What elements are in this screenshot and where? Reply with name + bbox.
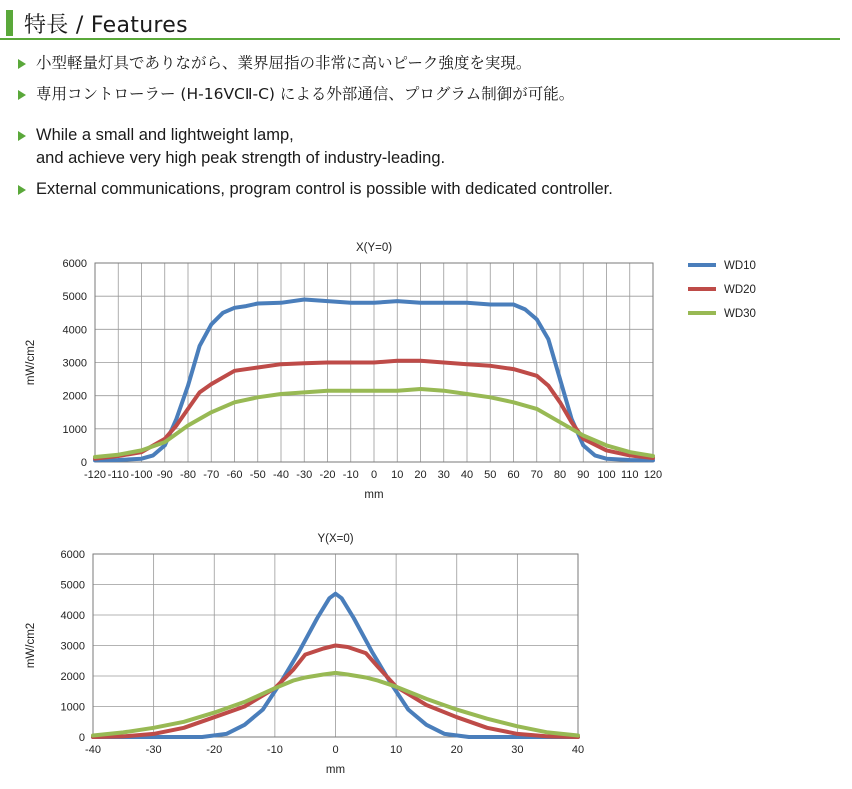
feature-en-line: External communications, program control is possible with dedicated controller.: [36, 180, 613, 198]
legend-label-wd10: WD10: [724, 260, 756, 272]
chart-title: X(Y=0): [355, 242, 393, 254]
x-tick-label: -120: [83, 469, 107, 481]
x-tick-label: 10: [391, 469, 404, 481]
x-tick-label: 40: [460, 469, 474, 481]
x-tick-label: -40: [273, 469, 289, 481]
x-tick-label: 60: [507, 469, 520, 481]
y-tick-label: 0: [78, 732, 85, 744]
y-tick-label: 0: [80, 457, 87, 469]
x-tick-label: -70: [203, 469, 220, 481]
x-tick-label: 40: [571, 744, 585, 756]
x-tick-label: -20: [206, 744, 223, 756]
x-tick-label: 50: [484, 469, 497, 481]
x-tick-label: -80: [180, 469, 196, 481]
x-tick-label: -10: [266, 744, 283, 756]
x-tick-label: 80: [553, 469, 567, 481]
x-tick-label: -30: [296, 469, 313, 481]
y-tick-label: 4000: [62, 324, 87, 337]
x-tick-label: 120: [643, 469, 663, 481]
x-tick-label: 30: [437, 469, 450, 481]
features-jp: [18, 52, 838, 106]
feature-jp-1: [18, 52, 838, 75]
feature-en-line: While a small and lightweight lamp,: [36, 126, 294, 144]
feature-jp-text: 小型軽量灯具でありながら、業界屈指の非常に高いピーク強度を実現。: [36, 54, 532, 72]
legend-label-wd30: WD30: [724, 308, 756, 320]
chart-x-profile: [20, 233, 830, 513]
x-tick-label: 10: [390, 744, 403, 756]
x-tick-label: -40: [85, 744, 101, 756]
x-tick-label: 0: [370, 469, 378, 481]
x-tick-label: -20: [319, 469, 336, 481]
y-tick-label: 1000: [60, 701, 85, 714]
y-tick-label: 4000: [60, 610, 85, 622]
x-tick-label: -90: [156, 469, 173, 481]
y-axis-label: mW/cm2: [25, 339, 37, 386]
y-tick-label: 6000: [60, 549, 85, 561]
x-tick-label: 20: [450, 744, 463, 756]
features-en: [18, 124, 838, 201]
y-tick-label: 3000: [62, 357, 87, 370]
page-title: 特長 / Features: [24, 13, 188, 38]
triangle-bullet-icon: [18, 131, 26, 141]
triangle-bullet-icon: [18, 90, 26, 100]
feature-en-2: [18, 178, 838, 201]
y-tick-label: 5000: [60, 579, 85, 592]
x-tick-label: 30: [511, 744, 524, 756]
feature-en-line: and achieve very high peak strength of industry-leading.: [36, 149, 446, 167]
feature-jp-text: 専用コントローラー (H-16VCⅡ-C) による外部通信、プログラム制御が可能。: [36, 85, 575, 103]
triangle-bullet-icon: [18, 59, 26, 69]
x-axis-label: mm: [325, 764, 346, 776]
x-tick-label: -110: [107, 469, 129, 481]
y-tick-label: 5000: [62, 291, 87, 304]
y-tick-label: 2000: [62, 390, 87, 403]
x-tick-label: -30: [145, 744, 162, 756]
feature-en-1: [18, 124, 838, 170]
x-tick-label: 110: [620, 469, 639, 481]
y-tick-label: 1000: [62, 423, 87, 436]
section-header: [0, 4, 840, 40]
chart-title: Y(X=0): [317, 533, 354, 545]
x-tick-label: 70: [530, 469, 543, 481]
x-tick-label: -10: [342, 469, 359, 481]
triangle-bullet-icon: [18, 185, 26, 195]
x-tick-label: -60: [226, 469, 243, 481]
y-tick-label: 3000: [60, 640, 85, 653]
x-axis-label: mm: [364, 489, 384, 501]
y-axis-label: mW/cm2: [25, 622, 37, 669]
y-tick-label: 6000: [62, 258, 87, 270]
x-tick-label: 0: [332, 744, 339, 756]
y-tick-label: 2000: [60, 671, 85, 683]
legend-label-wd20: WD20: [724, 284, 756, 296]
x-tick-label: -100: [130, 469, 153, 481]
header-accent-bar: [6, 10, 13, 36]
feature-jp-2: [18, 83, 838, 106]
x-tick-label: 90: [577, 469, 590, 481]
x-tick-label: -50: [249, 469, 266, 481]
x-tick-label: 100: [597, 469, 616, 481]
x-tick-label: 20: [414, 469, 427, 481]
chart-y-profile: [20, 523, 620, 788]
